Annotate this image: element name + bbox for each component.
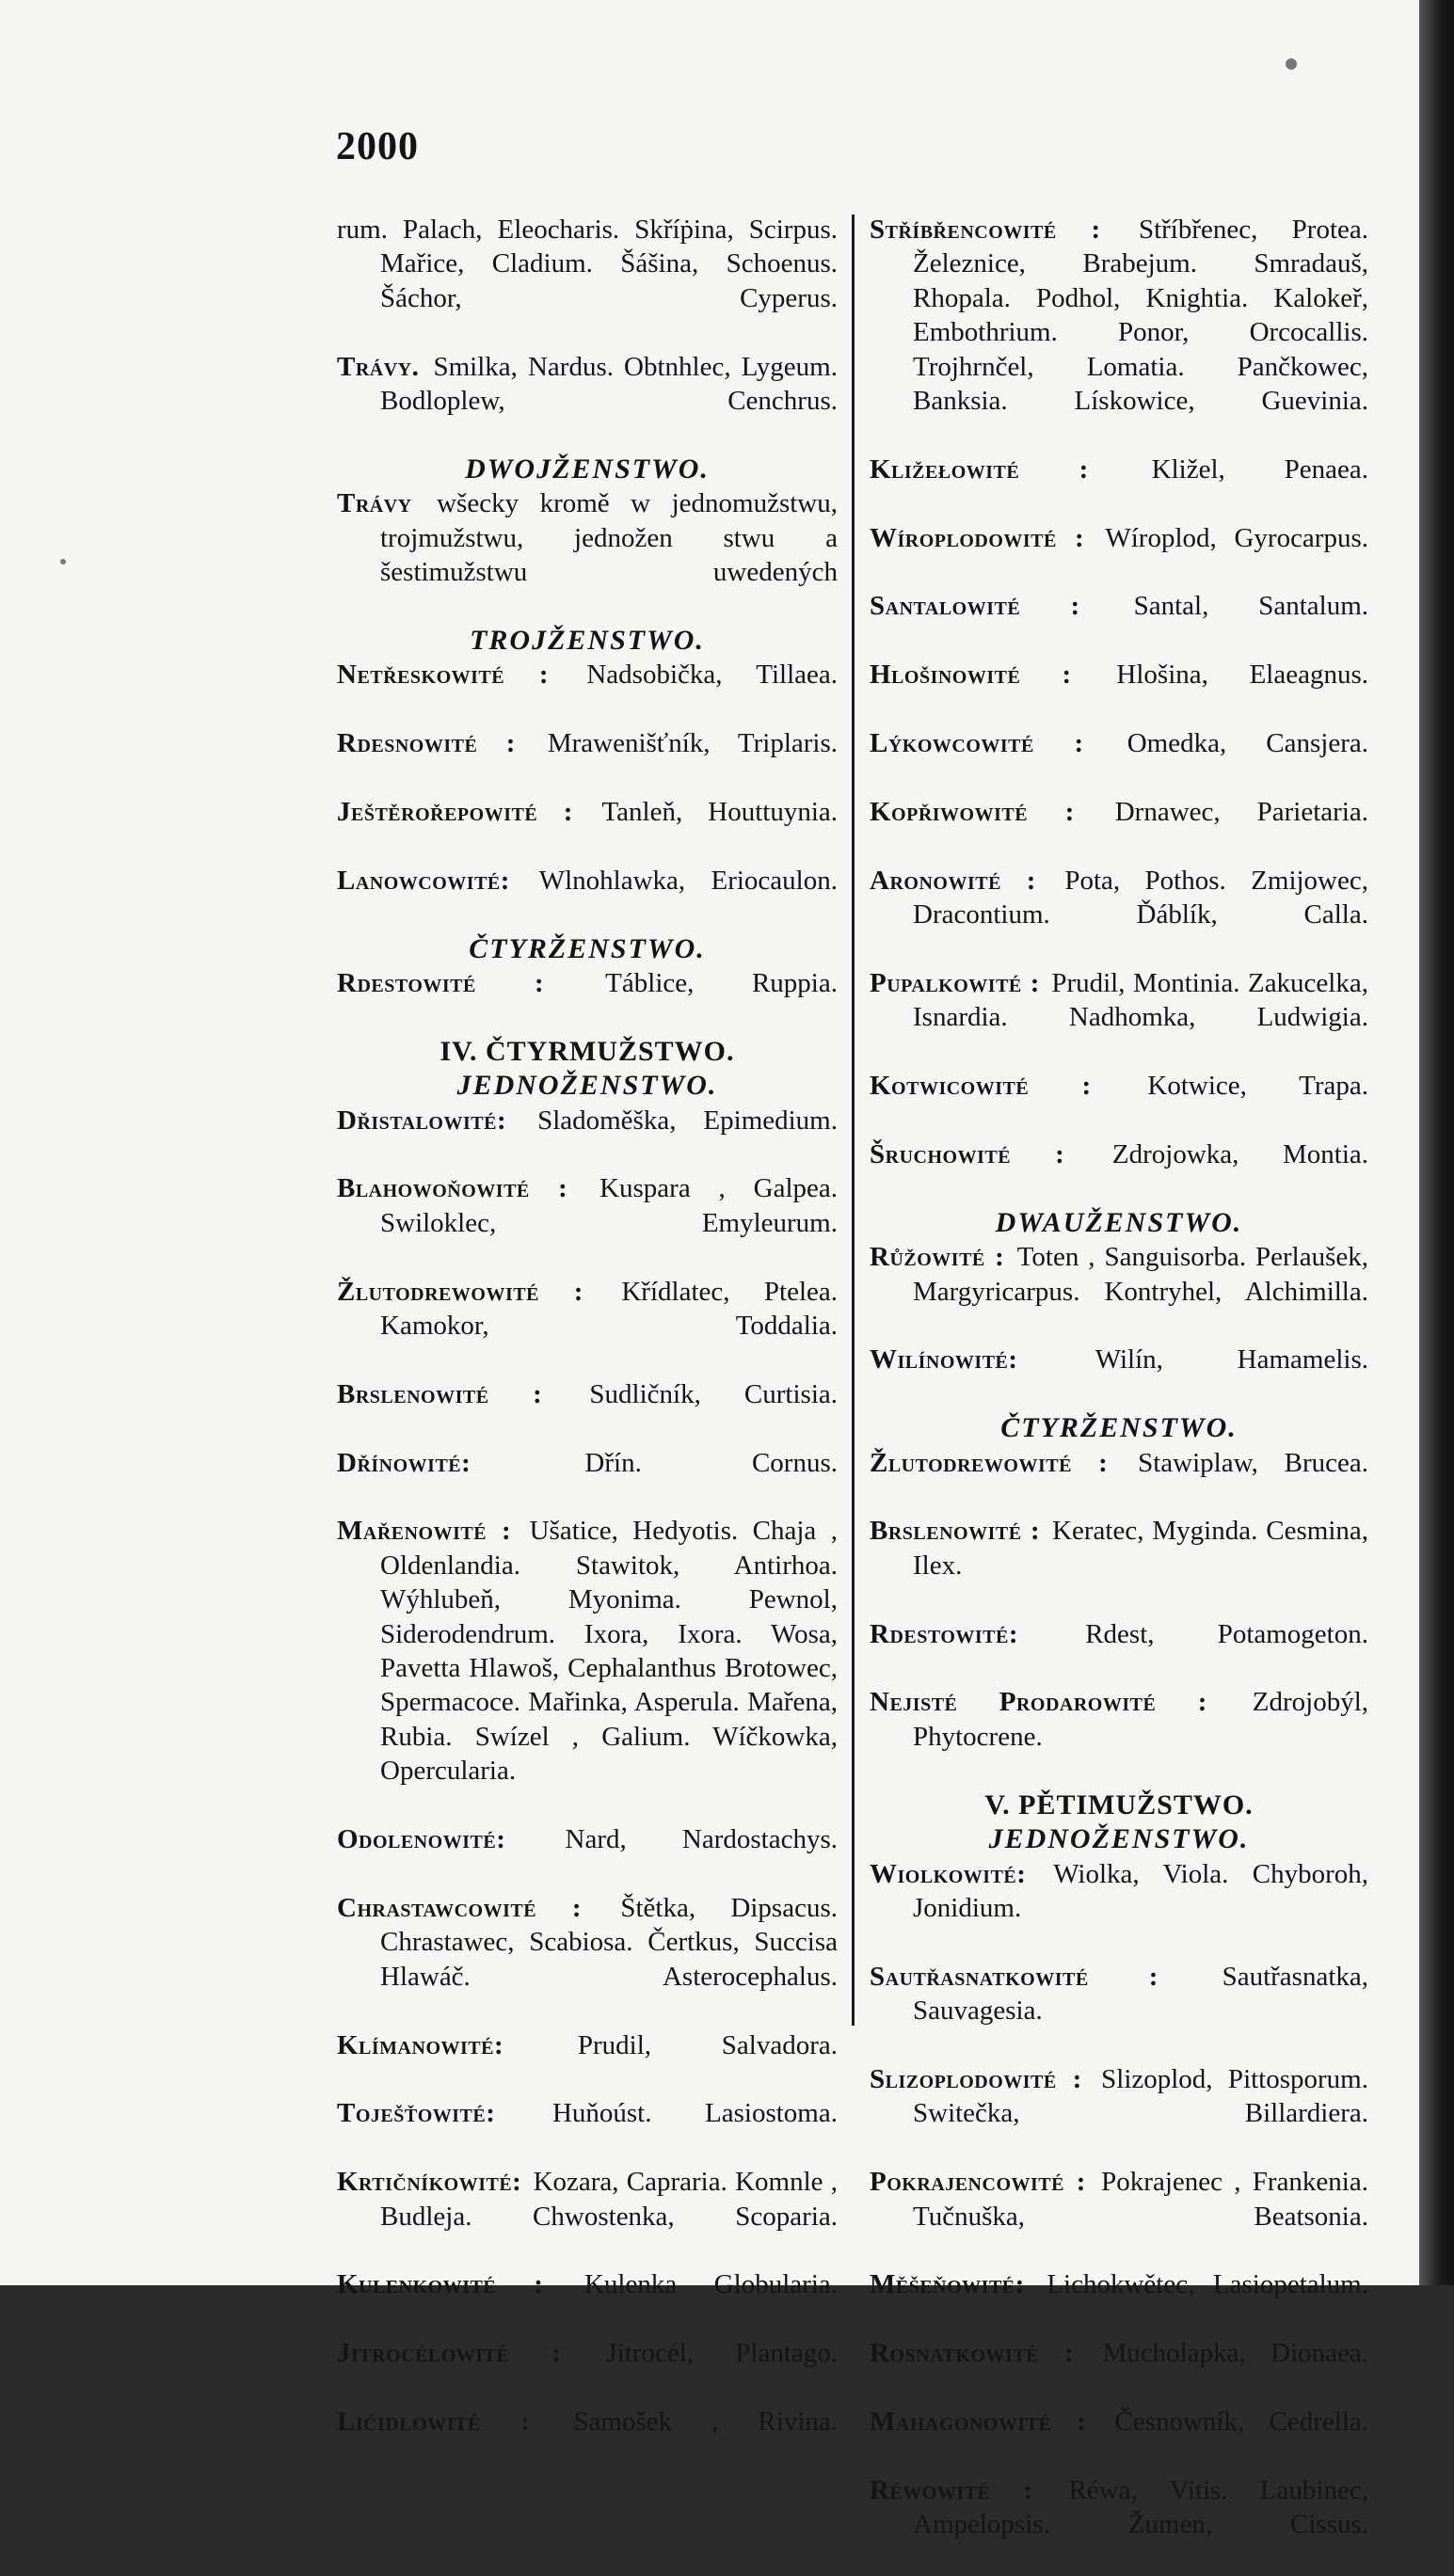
page-edge-shadow <box>1419 0 1454 2285</box>
section-heading: JEDNOŽENSTWO. <box>988 1823 1250 1855</box>
family-name: Trávy. <box>337 351 420 382</box>
genus-list: Prudil, Montinia. Zakucelka, Isnardia. Nadhomka, Ludwigia. <box>913 967 1368 1033</box>
family-entry <box>870 795 1368 864</box>
genus-list: wšecky kromě w jednomužstwu, trojmužstwu, jednožen stwu a šestimužstwu uwedených <box>380 488 838 588</box>
family-entry <box>870 1857 1368 1960</box>
family-entry <box>870 213 1368 453</box>
family-name: Lýkowcowité : <box>870 728 1084 759</box>
section-heading: DWAUŽENSTWO. <box>995 1206 1243 1238</box>
family-entry <box>870 966 1368 1069</box>
family-entry <box>870 1240 1368 1343</box>
family-name: Netřeskowité : <box>337 660 550 691</box>
family-name: Slizoplodowité : <box>870 2063 1082 2094</box>
section-heading: TROJŽENSTWO. <box>470 624 705 656</box>
column-divider <box>852 215 855 2026</box>
genus-list: Mucholapka, Dionaea. <box>1078 2338 1368 2369</box>
family-entry <box>870 2062 1368 2165</box>
family-name: Hlošinowité : <box>870 660 1072 691</box>
genus-list: Smilka, Nardus. Obtnhlec, Lygeum. Bodloplew, Cenchrus. <box>380 351 838 417</box>
family-entry <box>870 1446 1368 1515</box>
genus-list: Štětka, Dipsacus. Chrastawec, Scabiosa. Čertkus, Succisa Hlawáč. Asterocephalus. <box>380 1892 838 1992</box>
genus-list: Nard, Nardostachys. <box>509 1824 838 1855</box>
family-name: Sautřasnatkowité : <box>870 1961 1158 1992</box>
genus-list: Nadsobička, Tillaea. <box>552 660 839 691</box>
family-name: Měšeňowité: <box>870 2269 1025 2300</box>
right-column <box>870 213 1368 2576</box>
family-entry <box>870 453 1368 521</box>
genus-list: Huňoúst. Lasiostoma. <box>499 2098 838 2129</box>
speck-mark <box>60 559 66 564</box>
genus-list: Pokrajenec , Frankenia. Tučnuška, Beatsonia. <box>913 2167 1368 2232</box>
section-heading: ČTYRŽENSTWO. <box>1000 1412 1238 1444</box>
genus-list: Tanleň, Houttuynia. <box>576 796 839 827</box>
family-name: Pupalkowité : <box>870 967 1040 998</box>
family-name: Toješťowité: <box>337 2098 496 2129</box>
genus-list: Sudličník, Curtisia. <box>546 1378 838 1409</box>
family-entry <box>337 1822 838 1891</box>
family-entry <box>337 2267 838 2336</box>
genus-list: Kulenka Globularia. <box>547 2269 838 2300</box>
family-entry <box>870 521 1368 590</box>
family-entry <box>870 1343 1368 1411</box>
family-name: Ličidlowité : <box>337 2407 531 2437</box>
genus-list: Mrawenišťník, Triplaris. <box>519 728 838 759</box>
family-entry <box>870 2165 1368 2267</box>
family-entry <box>870 864 1368 966</box>
section-heading: JEDNOŽENSTWO. <box>456 1070 718 1102</box>
family-entry <box>337 1275 838 1377</box>
genus-list: Lichokwětec, Lasiopetalum. <box>1028 2269 1368 2300</box>
family-name: Brslenowité : <box>870 1516 1041 1547</box>
genus-list: Táblice, Ruppia. <box>548 967 838 998</box>
page-number: 2000 <box>336 125 419 168</box>
genus-list: Ušatice, Hedyotis. Chaja , Oldenlandia. Stawitok, Antirhoa. Wýhlubeň, Myonima. Pewnol, Siderodendrum. Ixora, Ixora. Wosa, Pavetta Hlawoš, Cephalanthus Brotowec, Spermacoce. Mařinka, Asperula. Mařena, Rubia. Swízel , Galium. Wíčkowka, Opercularia. <box>380 1516 838 1787</box>
family-name: Wíroplodowité : <box>870 522 1085 553</box>
family-name: Wilínowité: <box>870 1344 1018 1375</box>
genus-list: Wilín, Hamamelis. <box>1021 1344 1368 1375</box>
genus-list: rum. Palach, Eleocharis. Skříṗina, Scirpus. Mařice, Cladium. Šášina, Schoenus. Šáchor, Cyperus. <box>337 215 838 313</box>
family-entry <box>337 1377 838 1446</box>
family-name: Kulenkowité : <box>337 2269 544 2300</box>
genus-list: Kozara, Capraria. Komnle , Budleja. Chwostenka, Scoparia. <box>380 2167 838 2232</box>
family-entry <box>870 1137 1368 1206</box>
family-name: Rdestowité: <box>870 1618 1019 1649</box>
genus-list: Zdrojobýl, Phytocrene. <box>913 1687 1368 1752</box>
genus-list: Réwa, Vitis. Laubinec, Ampelopsis. Žumen, Cissus. <box>913 2474 1368 2540</box>
family-entry <box>337 658 838 726</box>
family-entry <box>870 1685 1368 1788</box>
family-entry <box>870 1514 1368 1616</box>
family-entry <box>870 2405 1368 2473</box>
family-name: Brslenowité : <box>337 1378 543 1409</box>
family-name: Dřistalowité: <box>337 1105 507 1136</box>
family-entry <box>337 213 838 350</box>
family-entry <box>870 2336 1368 2405</box>
family-name: Kližełowité : <box>870 453 1089 485</box>
family-name: Krtičníkowité: <box>337 2167 522 2198</box>
family-entry <box>337 1446 838 1515</box>
family-entry <box>870 2473 1368 2576</box>
genus-list: Drnawec, Parietaria. <box>1078 796 1368 827</box>
genus-list: Wíroplod, Gyrocarpus. <box>1088 522 1368 553</box>
family-entry <box>337 1104 838 1172</box>
family-name: Aronowité : <box>870 865 1036 896</box>
family-entry <box>870 1960 1368 2062</box>
family-entry <box>870 1069 1368 1137</box>
genus-list: Wlnohlawka, Eriocaulon. <box>513 865 838 896</box>
genus-list: Sautřasnatka, Sauvagesia. <box>913 1961 1369 2027</box>
family-name: Ještěrořepowité : <box>337 796 573 827</box>
family-name: Žlutodrewowité : <box>337 1276 583 1307</box>
section-heading: DWOJŽENSTWO. <box>465 453 710 485</box>
family-name: Žlutodrewowité : <box>870 1447 1109 1478</box>
family-name: Mahagonowité : <box>870 2407 1087 2437</box>
genus-list: Wiolka, Viola. Chyboroh, Jonidium. <box>913 1858 1368 1923</box>
genus-list: Hlošina, Elaeagnus. <box>1075 660 1369 691</box>
family-entry <box>337 795 838 864</box>
genus-list: Zdrojowka, Montia. <box>1068 1138 1368 1169</box>
family-entry <box>337 1891 838 2028</box>
family-entry <box>337 2028 838 2097</box>
family-entry <box>337 2165 838 2267</box>
genus-list: Slizoplod, Pittosporum. Switečka, Billardiera. <box>913 2063 1368 2129</box>
family-name: Trávy <box>337 488 412 519</box>
family-entry <box>337 2336 838 2405</box>
speck-mark <box>1286 58 1297 70</box>
section-heading: IV. ČTYRMUŽSTWO. <box>439 1035 735 1067</box>
genus-list: Prudil, Salvadora. <box>507 2029 838 2060</box>
family-name: Blahowoňowité : <box>337 1173 568 1204</box>
genus-list: Sladoměška, Epimedium. <box>510 1105 838 1136</box>
genus-list: Toten , Sanguisorba. Perlaušek, Margyricarpus. Kontryhel, Alchimilla. <box>913 1242 1368 1307</box>
family-entry <box>337 2096 838 2165</box>
family-entry <box>337 864 838 932</box>
genus-list: Česnowník, Cedrella. <box>1090 2407 1368 2437</box>
genus-list: Rdest, Potamogeton. <box>1022 1618 1368 1649</box>
family-name: Rdesnowité : <box>337 728 516 759</box>
genus-list: Kuspara , Galpea. Swiloklec, Emyleurum. <box>380 1173 838 1238</box>
family-entry <box>870 658 1368 726</box>
family-name: Šruchowité : <box>870 1138 1065 1169</box>
genus-list: Omedka, Cansjera. <box>1087 728 1368 759</box>
family-name: Růžowité : <box>870 1242 1005 1273</box>
genus-list: Jitrocél, Plantago. <box>565 2338 838 2369</box>
family-name: Nejisté Prodarowité : <box>870 1687 1207 1718</box>
section-heading: V. PĚTIMUŽSTWO. <box>984 1789 1254 1821</box>
genus-list: Stawiplaw, Brucea. <box>1111 1447 1368 1478</box>
family-entry <box>337 1514 838 1822</box>
family-name: Dřínowité: <box>337 1447 471 1478</box>
genus-list: Křídlatec, Ptelea. Kamokor, Toddalia. <box>380 1276 838 1341</box>
family-name: Lanowcowité: <box>337 865 510 896</box>
family-entry <box>337 2405 838 2473</box>
genus-list: Kotwice, Trapa. <box>1094 1071 1368 1102</box>
family-name: Kopřiwowité : <box>870 796 1075 827</box>
family-entry <box>870 2267 1368 2336</box>
family-name: Klímanowité: <box>337 2029 504 2060</box>
family-entry <box>337 966 838 1035</box>
family-name: Chrastawcowité : <box>337 1892 583 1923</box>
family-entry <box>337 350 838 453</box>
family-name: Réwowité : <box>870 2474 1033 2505</box>
genus-list: Pota, Pothos. Zmijowec, Dracontium. Ďáblík, Calla. <box>913 865 1368 930</box>
genus-list: Keratec, Myginda. Cesmina, Ilex. <box>913 1516 1368 1581</box>
family-name: Kotwicowité : <box>870 1071 1092 1102</box>
genus-list: Kližel, Penaea. <box>1092 453 1368 485</box>
family-entry <box>337 1171 838 1274</box>
family-name: Stříbřencowité : <box>870 215 1101 245</box>
left-column <box>337 213 838 2473</box>
family-entry <box>870 589 1368 658</box>
section-heading: ČTYRŽENSTWO. <box>469 932 706 964</box>
family-entry <box>870 726 1368 795</box>
genus-list: Dřín. Cornus. <box>474 1447 838 1478</box>
family-name: Rosnatkowité : <box>870 2338 1075 2369</box>
family-name: Odolenowité: <box>337 1824 506 1855</box>
family-name: Santalowité : <box>870 591 1080 622</box>
genus-list: Samošek , Rivina. <box>534 2407 839 2437</box>
family-entry <box>337 726 838 795</box>
family-name: Mařenowité : <box>337 1516 512 1547</box>
genus-list: Santal, Santalum. <box>1083 591 1368 622</box>
family-entry <box>870 1617 1368 1686</box>
family-name: Rdestowité : <box>337 967 545 998</box>
family-name: Wiolkowité: <box>870 1858 1027 1889</box>
family-entry <box>337 486 838 624</box>
family-name: Jitrocélowité : <box>337 2338 562 2369</box>
genus-list: Stříbřenec, Protea. Železnice, Brabejum. Smradauš, Rhopala. Podhol, Knightia. Kalokeř, Embothrium. Ponor, Orcocallis. Trojhrnčel, Lomatia. Pančkowec, Banksia. Lískowice, Guevinia. <box>913 215 1368 417</box>
family-name: Pokrajencowité : <box>870 2167 1086 2198</box>
